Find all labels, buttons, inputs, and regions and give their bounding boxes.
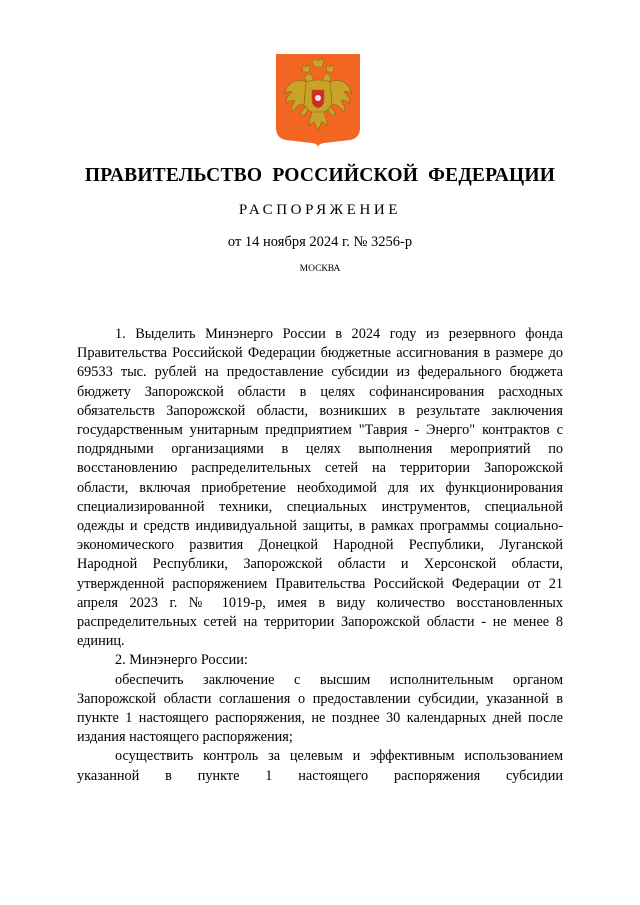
document-body: [77, 325, 563, 786]
government-title: ПРАВИТЕЛЬСТВО РОССИЙСКОЙ ФЕДЕРАЦИИ: [84, 165, 556, 186]
paragraph-2-item-2: осуществить контроль за целевым и эффективным использованием указанной в пункте 1 настоящего распоряжения субсидии: [77, 748, 563, 784]
paragraph-1: 1. Выделить Минэнерго России в 2024 году из резервного фонда Правительства Российской Федерации бюджетные ассигнования в размере до 69533 тыс. рублей на предоставление субсидии из федерального бюджета бюджету Запорожской области в целях софинансирования расходных обязательств Запорожской области, возникших в результате заключения государственным унитарным предприятием "Таврия - Энерго" контрактов с подрядными организациями в целях выполнения мероприятий по восстановлению распределительных сетей на территории Запорожской области, включая приобретение необходимой для их функционирования специализированной техники, специальных инструментов, специальной одежды и средств индивидуальной защиты, в рамках программы социально-экономического развития Донецкой Народной Республики, Луганской Народной Республики, Запорожской области и Херсонской области, утвержденной распоряжением Правительства Российской Федерации от 21 апреля 2023 г. № 1019-р, имея в виду количество восстановленных распределительных сетей на территории Запорожской области - не менее 8 единиц.: [77, 326, 563, 650]
paragraph-2: 2. Минэнерго России:: [115, 652, 248, 669]
document-city: МОСКВА: [299, 264, 341, 274]
paragraph-2-item-1: обеспечить заключение с высшим исполнительным органом Запорожской области соглашения о предоставлении субсидии, указанной в пункте 1 настоящего распоряжения, не позднее 30 календарных дней после издания настоящего распоряжения;: [77, 671, 563, 746]
document-date-number: от 14 ноября 2024 г. № 3256-р: [227, 234, 413, 250]
coat-of-arms-emblem: [276, 54, 360, 147]
document-type: РАСПОРЯЖЕНИЕ: [238, 202, 402, 218]
